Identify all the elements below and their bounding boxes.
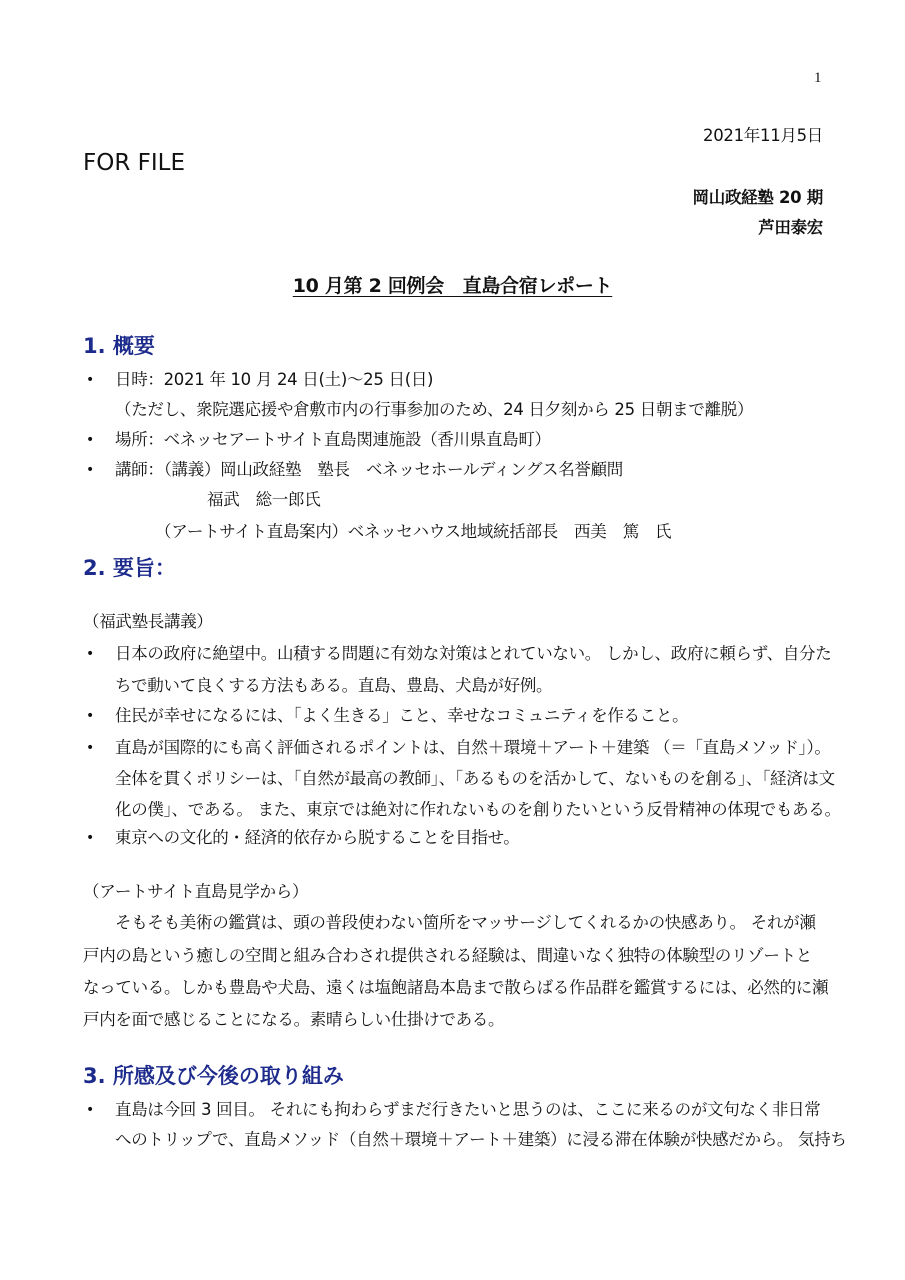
- document-title: 10 月第 2 回例会 直島合宿レポート: [292, 275, 613, 297]
- paragraph-line: そもそも美術の鑑賞は、頭の普段使わない箇所をマッサージしてくれるかの快感あり。 それが瀬: [115, 913, 816, 932]
- overview-date: 日時：2021 年 10 月 24 日(土)～25 日(日): [115, 370, 434, 389]
- summary-line: 直島が国際的にも高く評価されるポイントは、自然＋環境＋アート＋建築 （＝「直島メソッド」）。: [115, 738, 831, 757]
- overview-guide: （アートサイト直島案内）ベネッセハウス地域統括部長 西美 篤 氏: [155, 522, 672, 541]
- page-number: 1: [814, 70, 822, 86]
- paragraph-line: 戸内を面で感じることになる。素晴らしい仕掛けである。: [83, 1010, 505, 1029]
- summary-line: ちで動いて良くする方法もある。直島、豊島、犬島が好例。: [115, 676, 553, 695]
- bullet-icon: •: [86, 740, 94, 756]
- overview-lecturer-name: 福武 総一郎氏: [207, 490, 321, 509]
- bullet-icon: •: [86, 646, 94, 662]
- subheading-site-visit: （アートサイト直島見学から）: [83, 882, 309, 901]
- summary-line: 東京への文化的・経済的依存から脱することを目指せ。: [115, 828, 520, 847]
- impression-line: 直島は今回 3 回目。 それにも拘わらずまだ行きたいと思うのは、ここに来るのが文句なく非日常: [115, 1100, 821, 1119]
- bullet-icon: •: [86, 830, 94, 846]
- overview-place: 場所：ベネッセアートサイト直島関連施設（香川県直島町）: [115, 430, 551, 449]
- paragraph-line: 戸内の島という癒しの空間と組み合わされ提供される経験は、間違いなく独特の体験型のリゾートと: [83, 946, 813, 965]
- summary-line: 住民が幸せになるには、「よく生きる」こと、幸せなコミュニティを作ること。: [115, 706, 689, 725]
- overview-date-note: （ただし、衆院選応援や倉敷市内の行事参加のため、24 日夕刻から 25 日朝まで離脱）: [115, 400, 754, 419]
- date: 2021年11月5日: [703, 126, 823, 145]
- overview-lecturer: 講師：（講義）岡山政経塾 塾長 ベネッセホールディングス名誉顧問: [115, 460, 624, 479]
- bullet-icon: •: [86, 1102, 94, 1118]
- subheading-lecture: （福武塾長講義）: [83, 612, 213, 631]
- summary-line: 化の僕」、である。 また、東京では絶対に作れないものを創りたいという反骨精神の体現でもある。: [115, 800, 841, 819]
- bullet-icon: •: [86, 462, 94, 478]
- bullet-icon: •: [86, 432, 94, 448]
- bullet-icon: •: [86, 372, 94, 388]
- section-1-heading: 1. 概要: [83, 334, 155, 358]
- summary-line: 全体を貫くポリシーは、「自然が最高の教師」、「あるものを活かして、ないものを創る」、「経済は文: [115, 769, 835, 788]
- bullet-icon: •: [86, 708, 94, 724]
- paragraph-line: なっている。しかも豊島や犬島、遠くは塩飽諸島本島まで散らばる作品群を鑑賞するには、必然的に瀬: [83, 978, 829, 997]
- author: 芦田泰宏: [758, 218, 823, 237]
- for-file-label: FOR FILE: [83, 150, 185, 176]
- section-2-heading: 2. 要旨：: [83, 556, 176, 580]
- organization: 岡山政経塾 20 期: [692, 188, 823, 207]
- section-3-heading: 3. 所感及び今後の取り組み: [83, 1064, 344, 1088]
- impression-line: へのトリップで、直島メソッド（自然＋環境＋アート＋建築）に浸る滞在体験が快感だから。 気持ち: [115, 1130, 847, 1149]
- summary-line: 日本の政府に絶望中。山積する問題に有効な対策はとれていない。 しかし、政府に頼らず、自分た: [115, 644, 832, 663]
